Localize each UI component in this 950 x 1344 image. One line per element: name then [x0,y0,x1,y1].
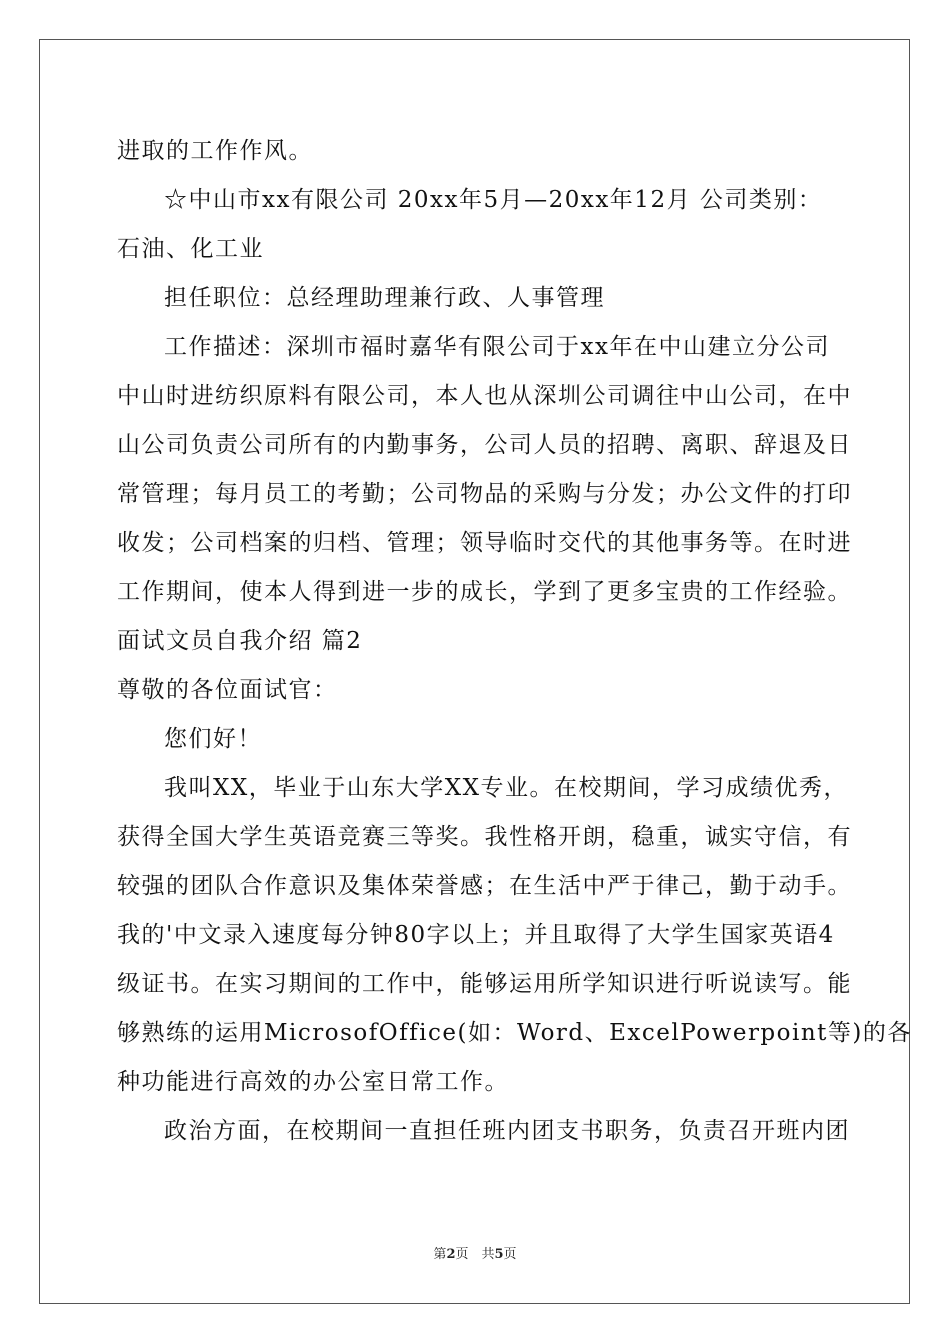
greeting: 您们好！ [164,726,262,752]
text-line: 够熟练的运用MicrosofOffice(如：Word、ExcelPowerpoint等)的各 [117,1020,912,1046]
text-line: 中山时进纺织原料有限公司，本人也从深圳公司调往中山公司，在中 [117,383,852,409]
text-line: 种功能进行高效的办公室日常工作。 [117,1069,509,1095]
section-heading: 面试文员自我介绍 篇2 [117,628,363,654]
text-line: 我叫XX，毕业于山东大学XX专业。在校期间，学习成绩优秀， [164,775,848,801]
text-line: 级证书。在实习期间的工作中，能够运用所学知识进行听说读写。能 [117,971,852,997]
text-line: 收发；公司档案的归档、管理；领导临时交代的其他事务等。在时进 [117,530,852,556]
text-line: 常管理；每月员工的考勤；公司物品的采购与分发；办公文件的打印 [117,481,852,507]
text-line: 工作描述：深圳市福时嘉华有限公司于xx年在中山建立分公司 [164,334,830,360]
page-current: 2 [446,1247,456,1262]
page-total: 5 [494,1247,504,1262]
text-line: ☆中山市xx有限公司 20xx年5月—20xx年12月 公司类别： [164,187,823,213]
text-line: 石油、化工业 [117,236,264,262]
text-line: 较强的团队合作意识及集体荣誉感；在生活中严于律己，勤于动手。 [117,873,852,899]
page-prefix: 第 [433,1247,447,1262]
page-mid: 页 共 [455,1247,495,1262]
page-footer [0,1246,950,1264]
text-line: 政治方面，在校期间一直担任班内团支书职务，负责召开班内团 [164,1118,850,1144]
text-line: 山公司负责公司所有的内勤事务，公司人员的招聘、离职、辞退及日 [117,432,852,458]
page-suffix: 页 [503,1247,517,1262]
page-border [39,39,910,1304]
text-line: 我的'中文录入速度每分钟80字以上；并且取得了大学生国家英语4 [117,922,835,948]
text-line: 工作期间，使本人得到进一步的成长，学到了更多宝贵的工作经验。 [117,579,852,605]
text-line: 进取的工作作风。 [117,138,313,164]
salutation: 尊敬的各位面试官： [117,677,338,703]
text-line: 担任职位：总经理助理兼行政、人事管理 [164,285,605,311]
text-line: 获得全国大学生英语竞赛三等奖。我性格开朗，稳重，诚实守信，有 [117,824,852,850]
